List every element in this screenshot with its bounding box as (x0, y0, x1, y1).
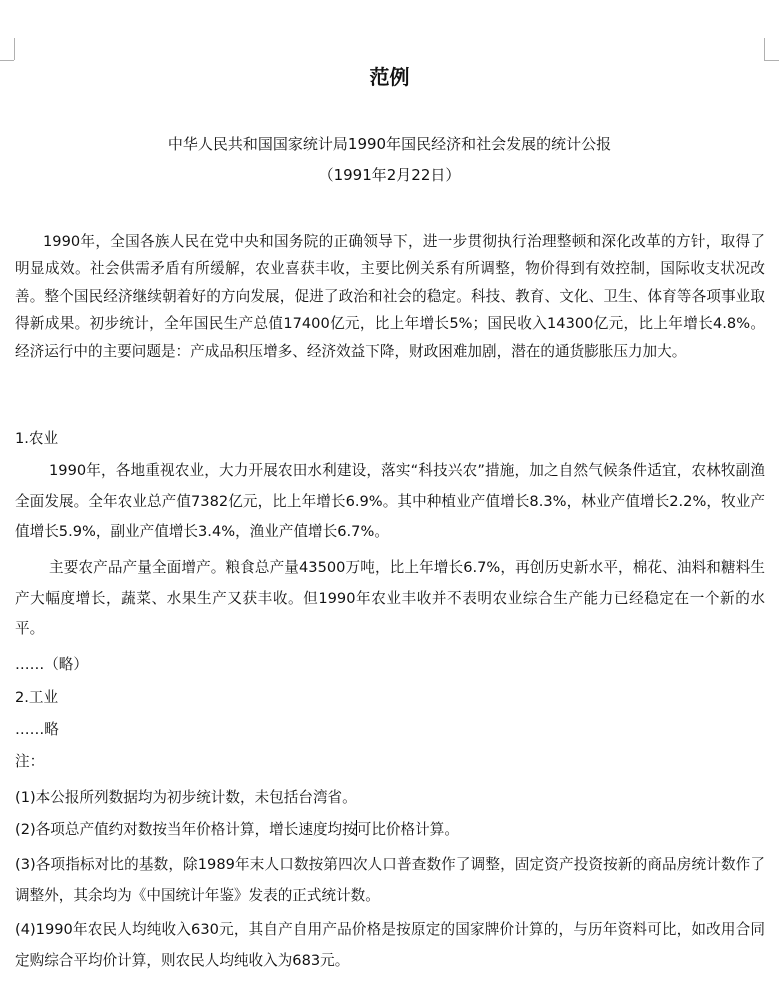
notes-label[interactable]: 注： (15, 753, 45, 770)
crop-mark-top-right-vertical (764, 38, 765, 60)
omitted-text-2-container (15, 716, 765, 744)
crop-mark-top-left-horizontal (0, 60, 14, 61)
intro-paragraph[interactable]: 1990年，全国各族人民在党中央和国务院的正确领导下，进一步贯彻执行治理整顿和深化改革的方针，取得了明显成效。社会供需矛盾有所缓解，农业喜获丰收，主要比例关系有所调整，物价得到有效控制，国际收支状况改善。整个国民经济继续朝着好的方向发展，促进了政治和社会的稳定。科技、教育、文化、卫生、体育等各项事业取得新成果。初步统计，全年国民生产总值17400亿元，比上年增长5%；国民收入14300亿元，比上年增长4.8%。经济运行中的主要问题是：产成品积压增多、经济效益下降，财政困难加剧，潜在的通货膨胀压力加大。 (15, 233, 765, 360)
agriculture-paragraph-1-container (15, 456, 765, 548)
document-title[interactable]: 范例 (369, 65, 410, 89)
section-heading-industry-container (15, 684, 765, 712)
note-2[interactable] (15, 816, 765, 844)
note-2-container (15, 816, 765, 844)
agriculture-paragraph-2[interactable]: 主要农产品产量全面增产。粮食总产量43500万吨，比上年增长6.7%，再创历史新水平，棉花、油料和糖料生产大幅度增长，蔬菜、水果生产又获丰收。但1990年农业丰收并不表明农业综合生产能力已经稳定在一个新的水平。 (15, 559, 765, 637)
crop-mark-top-left-vertical (14, 38, 15, 60)
intro-paragraph-container (15, 228, 765, 365)
section-heading-agriculture-container (15, 425, 765, 453)
crop-mark-top-right-horizontal (764, 60, 779, 61)
notes-label-container (15, 748, 765, 776)
note-1-container (15, 784, 765, 812)
note-4[interactable]: (4)1990年农民人均纯收入630元，其自产自用产品价格是按原定的国家牌价计算的，与历年资料可比，如改用合同定购综合平均价计算，则农民人均纯收入为683元。 (15, 921, 765, 969)
section-heading-agriculture[interactable]: 1.农业 (15, 430, 59, 447)
note-2-text-before-cursor[interactable]: (2)各项总产值约对数按当年价格计算，增长速度均按 (15, 821, 357, 838)
note-1[interactable]: (1)本公报所列数据均为初步统计数，未包括台湾省。 (15, 789, 357, 806)
omitted-text-2[interactable]: ……略 (15, 721, 59, 738)
document-date[interactable]: （1991年2月22日） (318, 166, 461, 184)
note-4-container (15, 914, 765, 976)
agriculture-paragraph-1[interactable]: 1990年，各地重视农业，大力开展农田水利建设，落实“科技兴农”措施，加之自然气候条件适宜，农林牧副渔全面发展。全年农业总产值7382亿元，比上年增长6.9%。其中种植业产值增长8.3%，林业产值增长2.2%，牧业产值增长5.9%，副业产值增长3.4%，渔业产值增长6.7%。 (15, 462, 765, 540)
section-heading-industry[interactable]: 2.工业 (15, 689, 59, 706)
note-2-text-after-cursor[interactable]: 可比价格计算。 (356, 821, 459, 838)
note-3-container (15, 849, 765, 911)
note-3[interactable]: (3)各项指标对比的基数，除1989年末人口数按第四次人口普查数作了调整，固定资产投资按新的商品房统计数作了调整外，其余均为《中国统计年鉴》发表的正式统计数。 (15, 856, 765, 904)
omitted-text-1-container (15, 651, 765, 679)
document-subtitle[interactable]: 中华人民共和国国家统计局1990年国民经济和社会发展的统计公报 (167, 135, 612, 153)
agriculture-paragraph-2-container (15, 553, 765, 645)
omitted-text-1[interactable]: ……（略） (15, 656, 88, 673)
